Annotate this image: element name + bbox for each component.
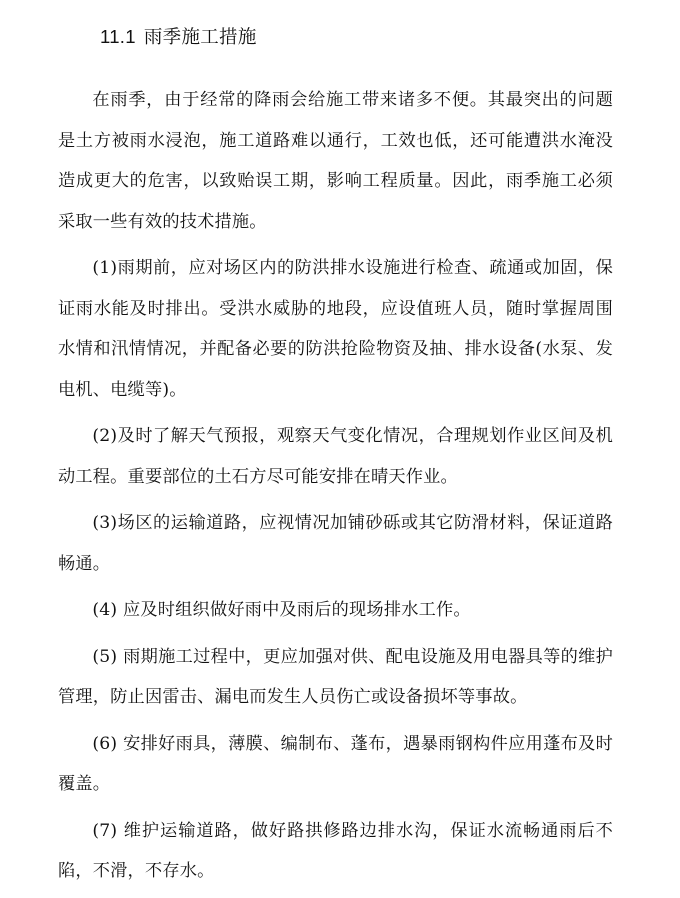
measure-3-paragraph: (3)场区的运输道路，应视情况加铺砂砾或其它防滑材料，保证道路畅通。: [58, 513, 613, 574]
body-text: [58, 80, 613, 898]
measure-1-paragraph: (1)雨期前，应对场区内的防洪排水设施进行检查、疏通或加固，保证雨水能及时排出。受洪水威胁的地段，应设值班人员，随时掌握周围水情和汛情情况，并配备必要的防洪抢险物资及抽、排水设备(水泵、发电机、电缆等)。: [58, 258, 613, 400]
measure-2-paragraph: (2)及时了解天气预报，观察天气变化情况，合理规划作业区间及机动工程。重要部位的土石方尽可能安排在晴天作业。: [58, 426, 613, 487]
measure-7-paragraph: (7) 维护运输道路，做好路拱修路边排水沟，保证水流畅通雨后不陷，不滑，不存水。: [58, 820, 613, 881]
section-number: 11.1: [100, 26, 136, 47]
section-heading: [100, 22, 257, 53]
measure-5-paragraph: (5) 雨期施工过程中，更应加强对供、配电设施及用电器具等的维护管理，防止因雷击、漏电而发生人员伤亡或设备损坏等事故。: [58, 646, 613, 707]
measure-6-paragraph: (6) 安排好雨具，薄膜、编制布、蓬布，遇暴雨钢构件应用蓬布及时覆盖。: [58, 733, 613, 794]
intro-paragraph: 在雨季，由于经常的降雨会给施工带来诸多不便。其最突出的问题是土方被雨水浸泡，施工道路难以通行，工效也低，还可能遭洪水淹没造成更大的危害，以致贻误工期，影响工程质量。因此，雨季施工必须采取一些有效的技术措施。: [58, 90, 613, 232]
section-title: 雨季施工措施: [143, 27, 257, 48]
measure-4-paragraph: (4) 应及时组织做好雨中及雨后的现场排水工作。: [92, 600, 471, 620]
